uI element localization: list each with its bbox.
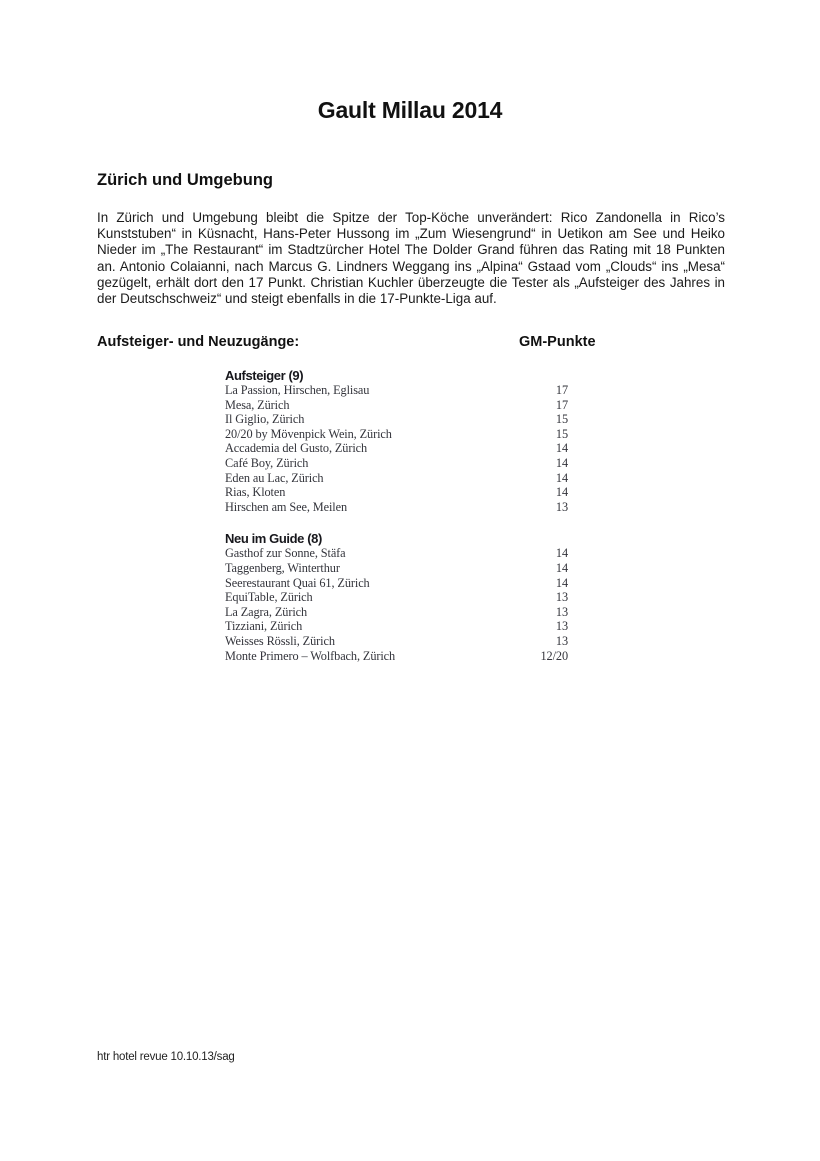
table-row [225, 471, 568, 486]
table-row [225, 500, 568, 515]
restaurant-name: Weisses Rössli, Zürich [225, 633, 335, 648]
restaurant-name: Tizziani, Zürich [225, 619, 303, 634]
restaurant-name: Monte Primero – Wolfbach, Zürich [225, 648, 396, 663]
table-row [225, 576, 568, 591]
listing-header-left: Aufsteiger- und Neuzugänge: [97, 334, 300, 350]
restaurant-name: Café Boy, Zürich [225, 455, 309, 470]
restaurant-name: La Passion, Hirschen, Eglisau [225, 383, 370, 397]
gm-points-value: 12/20 [540, 648, 568, 663]
gm-points-value: 14 [555, 575, 568, 590]
table-row [225, 590, 568, 605]
restaurant-name: Gasthof zur Sonne, Stäfa [225, 546, 346, 561]
gm-points-value: 14 [555, 560, 568, 575]
restaurant-name: Rias, Kloten [225, 485, 286, 500]
table-row [225, 456, 568, 471]
gm-points-value: 14 [555, 455, 568, 470]
restaurant-name: 20/20 by Mövenpick Wein, Zürich [225, 426, 392, 441]
table-row [225, 634, 568, 649]
gm-points-value: 14 [555, 546, 568, 561]
section-heading: Zürich und Umgebung [97, 171, 273, 189]
table-row [225, 605, 568, 620]
gm-points-value: 14 [555, 470, 568, 485]
ratings-listing [225, 368, 568, 680]
gm-points-value: 15 [555, 412, 568, 427]
rating-group-title: Neu im Guide (8) [225, 531, 322, 547]
gm-points-value: 14 [555, 485, 568, 500]
rating-group-rows [225, 383, 568, 514]
rating-group-rows [225, 546, 568, 663]
restaurant-name: Eden au Lac, Zürich [225, 470, 324, 485]
table-row [225, 427, 568, 442]
restaurant-name: Taggenberg, Winterthur [225, 560, 340, 575]
table-row [225, 383, 568, 398]
gm-points-value: 14 [555, 441, 568, 456]
table-row [225, 441, 568, 456]
table-row [225, 561, 568, 576]
gm-points-value: 13 [555, 499, 568, 514]
rating-group-aufsteiger [225, 368, 568, 514]
restaurant-name: Mesa, Zürich [225, 397, 290, 412]
restaurant-name: EquiTable, Zürich [225, 590, 313, 605]
gm-points-value: 13 [555, 619, 568, 634]
gm-points-value: 13 [555, 590, 568, 605]
gm-points-value: 17 [555, 383, 568, 397]
restaurant-name: Seerestaurant Quai 61, Zürich [225, 575, 370, 590]
table-row [225, 412, 568, 427]
rating-group-neu-im-guide [225, 531, 568, 663]
restaurant-name: Accademia del Gusto, Zürich [225, 441, 368, 456]
gm-points-value: 13 [555, 633, 568, 648]
gm-points-value: 13 [555, 604, 568, 619]
restaurant-name: Il Giglio, Zürich [225, 412, 305, 427]
restaurant-name: La Zagra, Zürich [225, 604, 308, 619]
footer-note: htr hotel revue 10.10.13/sag [97, 1051, 235, 1063]
gm-points-value: 17 [555, 397, 568, 412]
restaurant-name: Hirschen am See, Meilen [225, 499, 347, 514]
listing-header-gm-points: GM-Punkte [519, 334, 596, 350]
table-row [225, 546, 568, 561]
table-row [225, 619, 568, 634]
table-row [225, 398, 568, 413]
gm-points-value: 15 [555, 426, 568, 441]
listing-headers [97, 334, 725, 352]
rating-group-title: Aufsteiger (9) [225, 368, 304, 383]
document-title: Gault Millau 2014 [317, 97, 503, 123]
table-row [225, 485, 568, 500]
body-paragraph: In Zürich und Umgebung bleibt die Spitze der Top-Köche unverändert: Rico Zandonella in Rico’s Kunststuben“ in Küsnacht, Hans-Peter Hussong im „Zum Wiesengrund“ in Uetikon am See und Heiko Nieder im „The Restaurant“ im Stadtzürcher Hotel The Dolder Grand führen das Rating mit 18 Punkten an. Antonio Colaianni, nach Marcus G. Lindners Weggang ins „Alpina“ Gstaad vom „Clouds“ ins „Mesa“ gezügelt, erhält dort den 17 Punkt. Christian Kuchler überzeugte die Tester als „Aufsteiger des Jahres in der Deutschschweiz“ und steigt ebenfalls in die 17-Punkte-Liga auf. [97, 210, 725, 307]
table-row [225, 649, 568, 664]
